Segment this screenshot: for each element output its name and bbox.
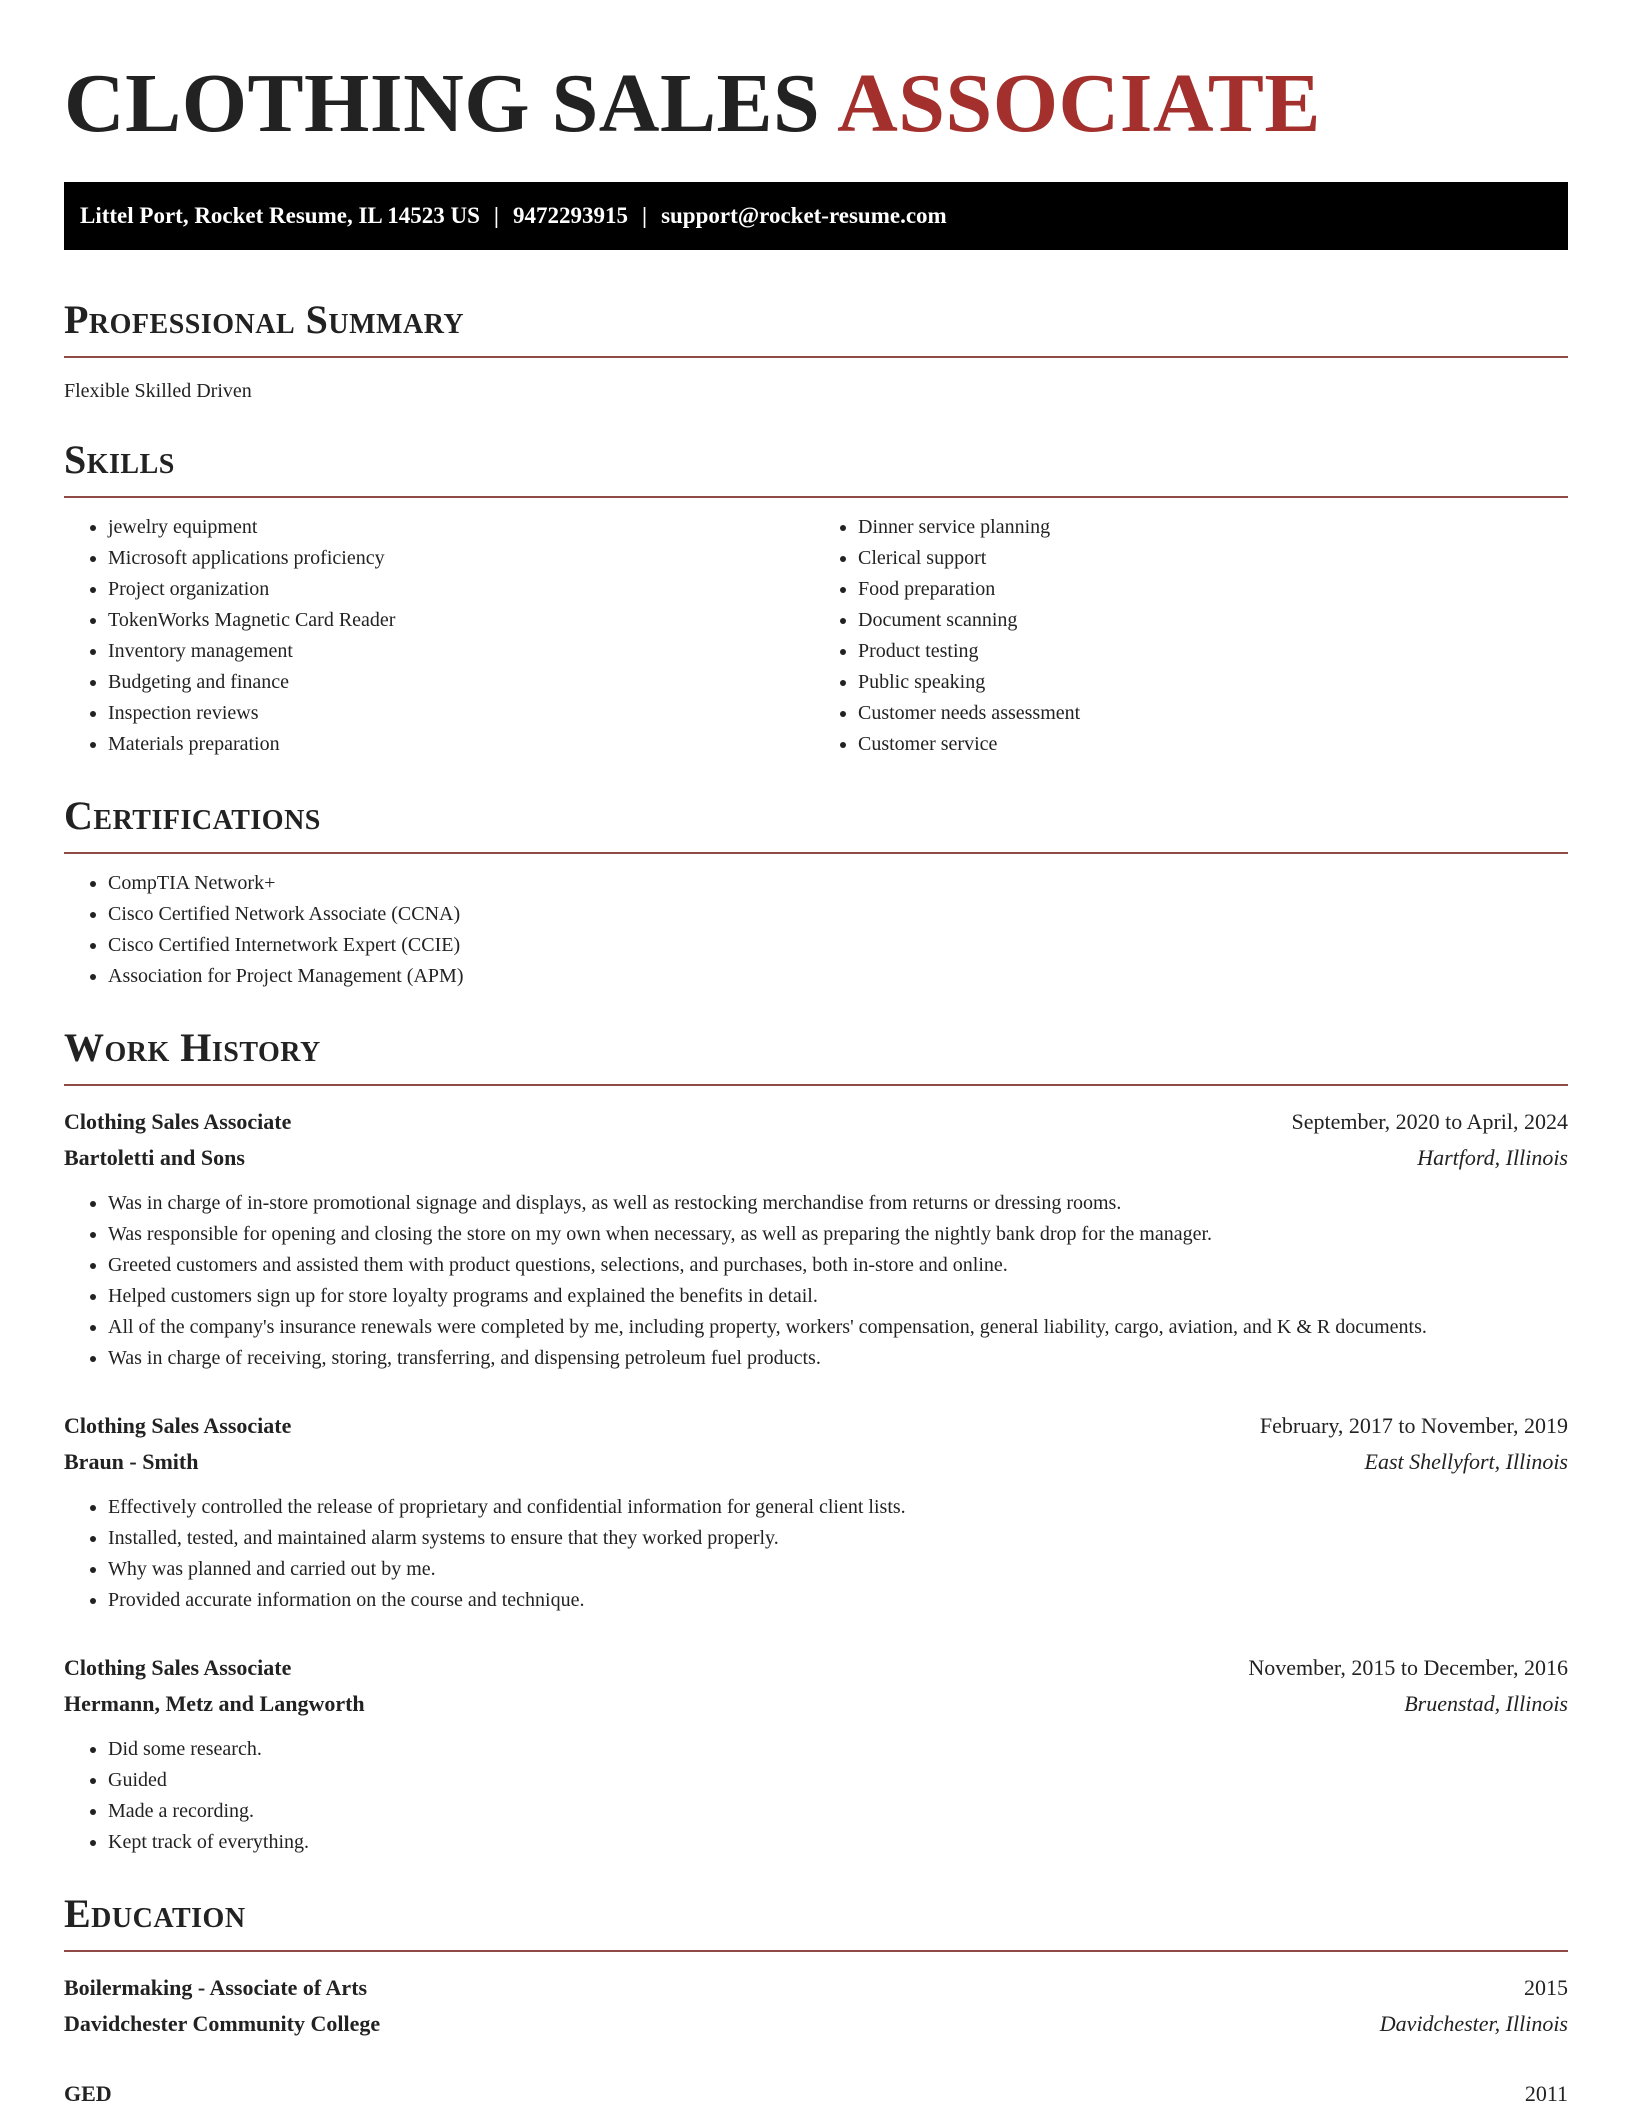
job-bullet: • Effectively controlled the release of proprietary and confidential information for general client lists. [108, 1492, 1568, 1523]
contact-bar [64, 182, 1568, 250]
certification-item: • Cisco Certified Internetwork Expert (CCIE) [108, 930, 1568, 961]
skill-item: • Food preparation [858, 574, 1568, 605]
job-title: Clothing Sales Associate [64, 1655, 292, 1680]
skill-item: • Budgeting and finance [108, 667, 816, 698]
section-divider [64, 356, 1568, 358]
education-entry [64, 2076, 1568, 2112]
job-bullet: • Did some research. [108, 1734, 1568, 1765]
skill-item: • Inspection reviews [108, 698, 816, 729]
skill-item: • jewelry equipment [108, 512, 816, 543]
job-bullets [64, 1188, 1568, 1374]
contact-phone: 9472293915 [512, 203, 628, 228]
contact-address: Littel Port, Rocket Resume, IL 14523 US [80, 203, 480, 228]
job-entry [64, 1408, 1568, 1616]
work-history-section [64, 1022, 1568, 1858]
education-year: 2011 [1524, 2081, 1568, 2106]
education-entry [64, 1970, 1568, 2042]
skill-item: • Customer needs assessment [858, 698, 1568, 729]
job-location: Bruenstad, Illinois [1404, 1691, 1568, 1716]
job-entry [64, 1650, 1568, 1858]
skill-item: • Dinner service planning [858, 512, 1568, 543]
summary-text: Flexible Skilled Driven [64, 380, 252, 402]
education-school-row [64, 2006, 1568, 2042]
section-title-skills: Skills [64, 437, 175, 482]
skill-item: • Microsoft applications proficiency [108, 543, 816, 574]
job-company-row [64, 1140, 1568, 1176]
skills-columns [64, 498, 1568, 760]
section-title-education: Education [64, 1891, 246, 1936]
job-bullets [64, 1734, 1568, 1858]
skill-item: • Project organization [108, 574, 816, 605]
job-header-row [64, 1650, 1568, 1686]
skill-item: • Clerical support [858, 543, 1568, 574]
section-title-summary: Professional Summary [64, 297, 465, 342]
certification-item: • CompTIA Network+ [108, 868, 1568, 899]
certification-item: • Cisco Certified Network Associate (CCNA) [108, 899, 1568, 930]
skill-item: • Document scanning [858, 605, 1568, 636]
job-bullets [64, 1492, 1568, 1616]
job-bullet: • Was in charge of receiving, storing, transferring, and dispensing petroleum fuel products. [108, 1343, 1568, 1374]
education-degree: Boilermaking - Associate of Arts [64, 1975, 368, 2000]
skill-item: • Product testing [858, 636, 1568, 667]
job-bullet: • Installed, tested, and maintained alarm systems to ensure that they worked properly. [108, 1523, 1568, 1554]
job-bullet: • Kept track of everything. [108, 1827, 1568, 1858]
contact-separator: | [641, 203, 648, 228]
job-company-row [64, 1444, 1568, 1480]
job-company: Braun - Smith [64, 1449, 199, 1474]
job-bullet: • Made a recording. [108, 1796, 1568, 1827]
summary-section [64, 294, 1568, 406]
certifications-section [64, 790, 1568, 992]
contact-separator: | [493, 203, 499, 228]
section-divider [64, 1950, 1568, 1952]
job-bullet: • Why was planned and carried out by me. [108, 1554, 1568, 1585]
skill-item: • TokenWorks Magnetic Card Reader [108, 605, 816, 636]
skill-item: • Materials preparation [108, 729, 816, 760]
job-dates: September, 2020 to April, 2024 [1291, 1109, 1568, 1134]
section-title-certifications: Certifications [64, 793, 321, 838]
job-bullet: • Was in charge of in-store promotional signage and displays, as well as restocking merchandise from returns or dressing rooms. [108, 1188, 1568, 1219]
resume-name [64, 56, 1568, 152]
job-bullet: • All of the company's insurance renewals were completed by me, including property, workers' compensation, general liability, cargo, aviation, and K & R documents. [108, 1312, 1568, 1343]
certification-item: • Association for Project Management (APM) [108, 961, 1568, 992]
job-company: Hermann, Metz and Langworth [64, 1691, 365, 1716]
job-location: East Shellyfort, Illinois [1364, 1449, 1568, 1474]
job-header-row [64, 1104, 1568, 1140]
section-divider [64, 852, 1568, 854]
job-bullet: • Guided [108, 1765, 1568, 1796]
job-dates: November, 2015 to December, 2016 [1248, 1655, 1568, 1680]
job-company-row [64, 1686, 1568, 1722]
job-bullet: • Provided accurate information on the course and technique. [108, 1585, 1568, 1616]
job-bullet: • Greeted customers and assisted them with product questions, selections, and purchases, both in-store and online. [108, 1250, 1568, 1281]
job-bullet: • Was responsible for opening and closing the store on my own when necessary, as well as preparing the nightly bank drop for the manager. [108, 1219, 1568, 1250]
skills-list-left [64, 512, 816, 760]
skill-item: • Customer service [858, 729, 1568, 760]
job-dates: February, 2017 to November, 2019 [1259, 1413, 1568, 1438]
skill-item: • Inventory management [108, 636, 816, 667]
name-main: CLOTHING SALES [64, 57, 821, 150]
skills-section [64, 434, 1568, 760]
job-location: Hartford, Illinois [1417, 1145, 1568, 1170]
contact-email: support@rocket-resume.com [661, 203, 947, 228]
education-degree: GED [64, 2081, 112, 2106]
job-company: Bartoletti and Sons [64, 1145, 245, 1170]
education-school: Davidchester Community College [64, 2011, 381, 2036]
job-entry [64, 1104, 1568, 1374]
education-section [64, 1888, 1568, 2112]
skill-item: • Public speaking [858, 667, 1568, 698]
section-divider [64, 1084, 1568, 1086]
job-title: Clothing Sales Associate [64, 1413, 292, 1438]
job-title: Clothing Sales Associate [64, 1109, 292, 1134]
skills-list-right [816, 512, 1568, 760]
education-location: Davidchester, Illinois [1379, 2011, 1568, 2036]
name-accent: ASSOCIATE [837, 57, 1321, 150]
job-header-row [64, 1408, 1568, 1444]
job-bullet: • Helped customers sign up for store loyalty programs and explained the benefits in detail. [108, 1281, 1568, 1312]
certifications-list [64, 868, 1568, 992]
education-degree-row [64, 2076, 1568, 2112]
section-title-work-history: Work History [64, 1025, 321, 1070]
education-year: 2015 [1524, 1975, 1568, 2000]
education-degree-row [64, 1970, 1568, 2006]
